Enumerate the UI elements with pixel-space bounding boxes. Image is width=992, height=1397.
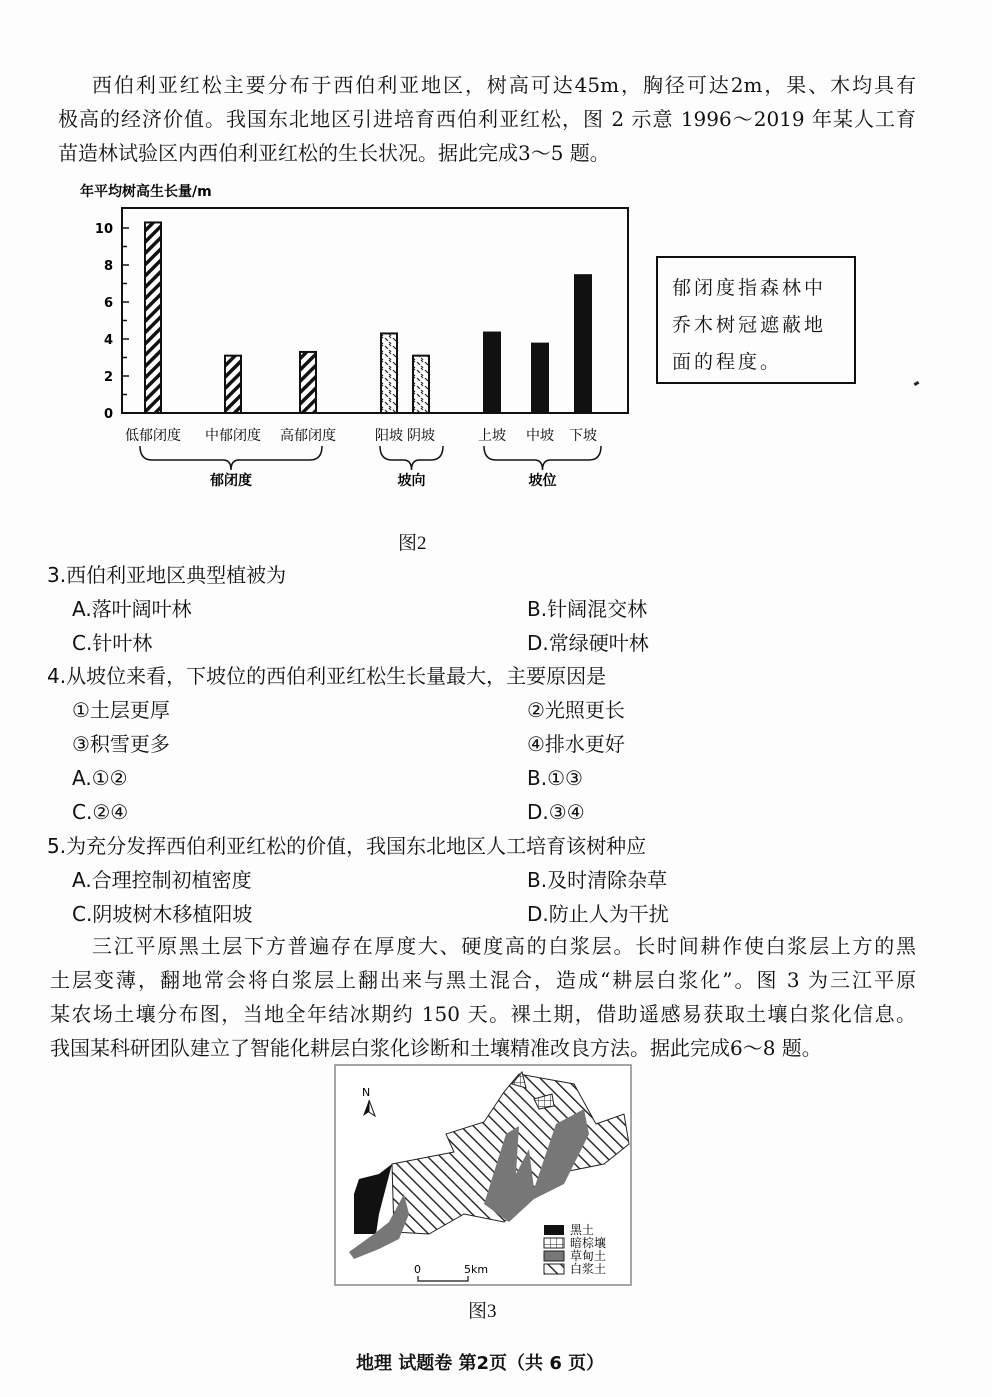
y-tick-label: 6 (103, 296, 113, 311)
option-4b[interactable]: B.①③ (527, 766, 583, 790)
option-5d[interactable]: D.防止人为干扰 (527, 902, 669, 926)
option-5a[interactable]: A.合理控制初植密度 (72, 868, 252, 892)
legend-albic-soil: 白浆土 (570, 1262, 607, 1276)
question-3-stem: 3.西伯利亚地区典型植被为 (47, 563, 287, 587)
page-footer: 地理 试题卷 第2页（共 6 页） (356, 1353, 605, 1374)
figure2-caption: 图2 (398, 533, 427, 554)
item-4-3: ③积雪更多 (72, 732, 170, 756)
option-4d[interactable]: D.③④ (527, 800, 585, 824)
bar-中郁闭度 (225, 356, 241, 413)
x-tick-label: 高郁闭度 (280, 428, 336, 444)
bar-低郁闭度 (145, 222, 161, 413)
question-4-stem: 4.从坡位来看，下坡位的西伯利亚红松生长量最大，主要原因是 (47, 664, 607, 688)
x-tick-label: 低郁闭度 (125, 428, 181, 444)
x-tick-label: 阳坡 (375, 428, 403, 444)
option-3c[interactable]: C.针叶林 (72, 631, 153, 655)
group-brace (140, 446, 322, 470)
group-label: 坡位 (528, 473, 557, 489)
bar-下坡 (575, 275, 591, 413)
bar-上坡 (484, 333, 500, 413)
legend-meadow-soil: 草甸土 (570, 1249, 607, 1263)
x-tick-label: 中坡 (526, 428, 554, 444)
option-3d[interactable]: D.常绿硬叶林 (527, 631, 649, 655)
group-brace (484, 446, 601, 470)
x-tick-label: 中郁闭度 (205, 428, 261, 444)
intro2-line: 某农场土壤分布图，当地全年结冰期约 150 天。裸土期，借助遥感易获取土壤白浆化信息。 (50, 1002, 916, 1026)
chart-ylabel: 年平均树高生长量/m (80, 184, 212, 200)
note-box: 郁闭度指森林中乔木树冠遮蔽地面的程度。 (656, 256, 856, 384)
y-tick-label: 0 (103, 407, 113, 422)
y-tick-label: 8 (103, 259, 113, 274)
y-tick-label: 10 (94, 222, 113, 237)
option-5b[interactable]: B.及时清除杂草 (527, 868, 668, 892)
bar-阴坡 (413, 356, 429, 413)
intro1-line: 苗造林试验区内西伯利亚红松的生长状况。据此完成3～5 题。 (58, 141, 610, 165)
scale-end: 5km (464, 1263, 489, 1276)
intro2-line: 三江平原黑土层下方普遍存在厚度大、硬度高的白浆层。长时间耕作使白浆层上方的黑 (92, 934, 916, 958)
option-4a[interactable]: A.①② (72, 766, 128, 790)
scale-start: 0 (414, 1263, 421, 1276)
group-label: 坡向 (397, 473, 426, 489)
intro1-line: 极高的经济价值。我国东北地区引进培育西伯利亚红松，图 2 示意 1996～2019 年某人工育 (58, 107, 916, 131)
option-5c[interactable]: C.阴坡树木移植阳坡 (72, 902, 253, 926)
north-label: N (362, 1086, 371, 1099)
item-4-4: ④排水更好 (527, 732, 625, 756)
soil-map (334, 1064, 634, 1286)
question-5-stem: 5.为充分发挥西伯利亚红松的价值，我国东北地区人工培育该树种应 (47, 834, 647, 858)
bar-中坡 (532, 344, 548, 413)
group-brace (380, 446, 443, 470)
legend-dark-brown-soil: 暗棕壤 (570, 1236, 607, 1250)
option-3b[interactable]: B.针阔混交林 (527, 597, 648, 621)
intro2-line: 土层变薄，翻地常会将白浆层上翻出来与黑土混合，造成“耕层白浆化”。图 3 为三江平原 (50, 968, 916, 992)
item-4-2: ②光照更长 (527, 698, 625, 722)
intro2-line: 我国某科研团队建立了智能化耕层白浆化诊断和土壤精准改良方法。据此完成6～8 题。 (50, 1036, 822, 1060)
intro1-line: 西伯利亚红松主要分布于西伯利亚地区，树高可达45m，胸径可达2m，果、木均具有 (92, 73, 916, 97)
figure3-caption: 图3 (468, 1301, 497, 1322)
x-tick-label: 阴坡 (407, 428, 435, 444)
item-4-1: ①土层更厚 (72, 698, 170, 722)
x-tick-label: 下坡 (569, 428, 597, 444)
plot-frame (122, 208, 628, 413)
y-tick-label: 4 (103, 333, 113, 348)
option-3a[interactable]: A.落叶阔叶林 (72, 597, 192, 621)
y-tick-label: 2 (103, 370, 113, 385)
bar-高郁闭度 (300, 352, 316, 413)
option-4c[interactable]: C.②④ (72, 800, 129, 824)
group-label: 郁闭度 (210, 473, 252, 489)
legend-black-soil: 黑土 (570, 1223, 595, 1237)
bar-阳坡 (381, 333, 397, 413)
x-tick-label: 上坡 (478, 428, 506, 444)
